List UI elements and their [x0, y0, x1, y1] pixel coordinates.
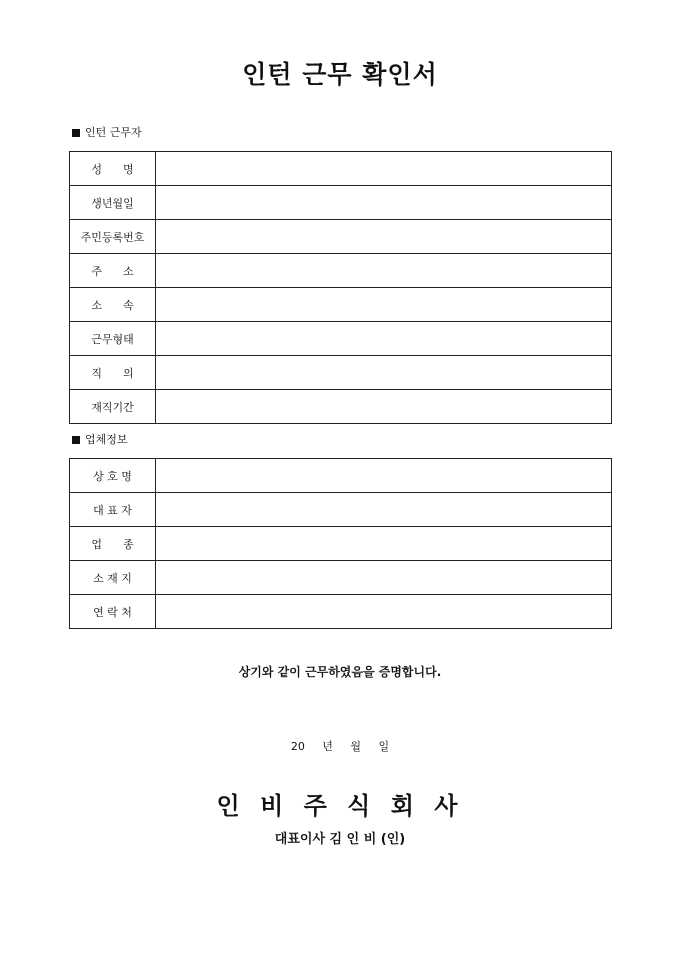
- table-row: [70, 254, 612, 288]
- company-name: 인 비 주 식 회 사: [216, 791, 464, 820]
- table-row: [70, 527, 612, 561]
- table-row: [70, 595, 612, 629]
- field-label-birthdate: 생년월일: [70, 186, 156, 220]
- field-label-work-type: 근무형태: [70, 322, 156, 356]
- intern-section-label: 인턴 근무자: [85, 126, 142, 139]
- square-bullet-icon: [72, 436, 80, 444]
- field-value-ceo[interactable]: [156, 493, 612, 527]
- field-value-location[interactable]: [156, 561, 612, 595]
- field-label-ceo: 대 표 자: [70, 493, 156, 527]
- square-bullet-icon: [72, 129, 80, 137]
- field-value-address[interactable]: [156, 254, 612, 288]
- representative-signature: 대표이사 김 인 비 (인): [274, 832, 406, 847]
- field-label-industry: 업 종: [70, 527, 156, 561]
- field-label-employment-period: 재직기간: [70, 390, 156, 424]
- field-label-name: 성 명: [70, 152, 156, 186]
- field-value-company-name[interactable]: [156, 459, 612, 493]
- document-title: 인턴 근무 확인서: [242, 60, 438, 89]
- table-row: [70, 561, 612, 595]
- intern-section-heading: [72, 126, 142, 140]
- field-label-contact: 연 락 처: [70, 595, 156, 629]
- table-row: [70, 390, 612, 424]
- field-value-position[interactable]: [156, 356, 612, 390]
- confirmation-statement: 상기와 같이 근무하였음을 증명합니다.: [238, 665, 442, 679]
- field-value-industry[interactable]: [156, 527, 612, 561]
- table-row: [70, 356, 612, 390]
- table-row: [70, 220, 612, 254]
- field-label-location: 소 재 지: [70, 561, 156, 595]
- intern-info-table: [69, 151, 612, 424]
- field-value-resident-number[interactable]: [156, 220, 612, 254]
- field-value-employment-period[interactable]: [156, 390, 612, 424]
- table-row: [70, 288, 612, 322]
- field-label-company-name: 상 호 명: [70, 459, 156, 493]
- field-label-position: 직 의: [70, 356, 156, 390]
- table-row: [70, 186, 612, 220]
- field-label-resident-number: 주민등록번호: [70, 220, 156, 254]
- issue-date: 20 년 월 일: [290, 740, 390, 753]
- field-value-name[interactable]: [156, 152, 612, 186]
- company-section-heading: [72, 433, 128, 447]
- table-row: [70, 322, 612, 356]
- table-row: [70, 152, 612, 186]
- field-label-affiliation: 소 속: [70, 288, 156, 322]
- field-label-address: 주 소: [70, 254, 156, 288]
- field-value-birthdate[interactable]: [156, 186, 612, 220]
- field-value-work-type[interactable]: [156, 322, 612, 356]
- company-section-label: 업체정보: [85, 433, 128, 446]
- company-info-table: [69, 458, 612, 629]
- field-value-contact[interactable]: [156, 595, 612, 629]
- table-row: [70, 459, 612, 493]
- table-row: [70, 493, 612, 527]
- field-value-affiliation[interactable]: [156, 288, 612, 322]
